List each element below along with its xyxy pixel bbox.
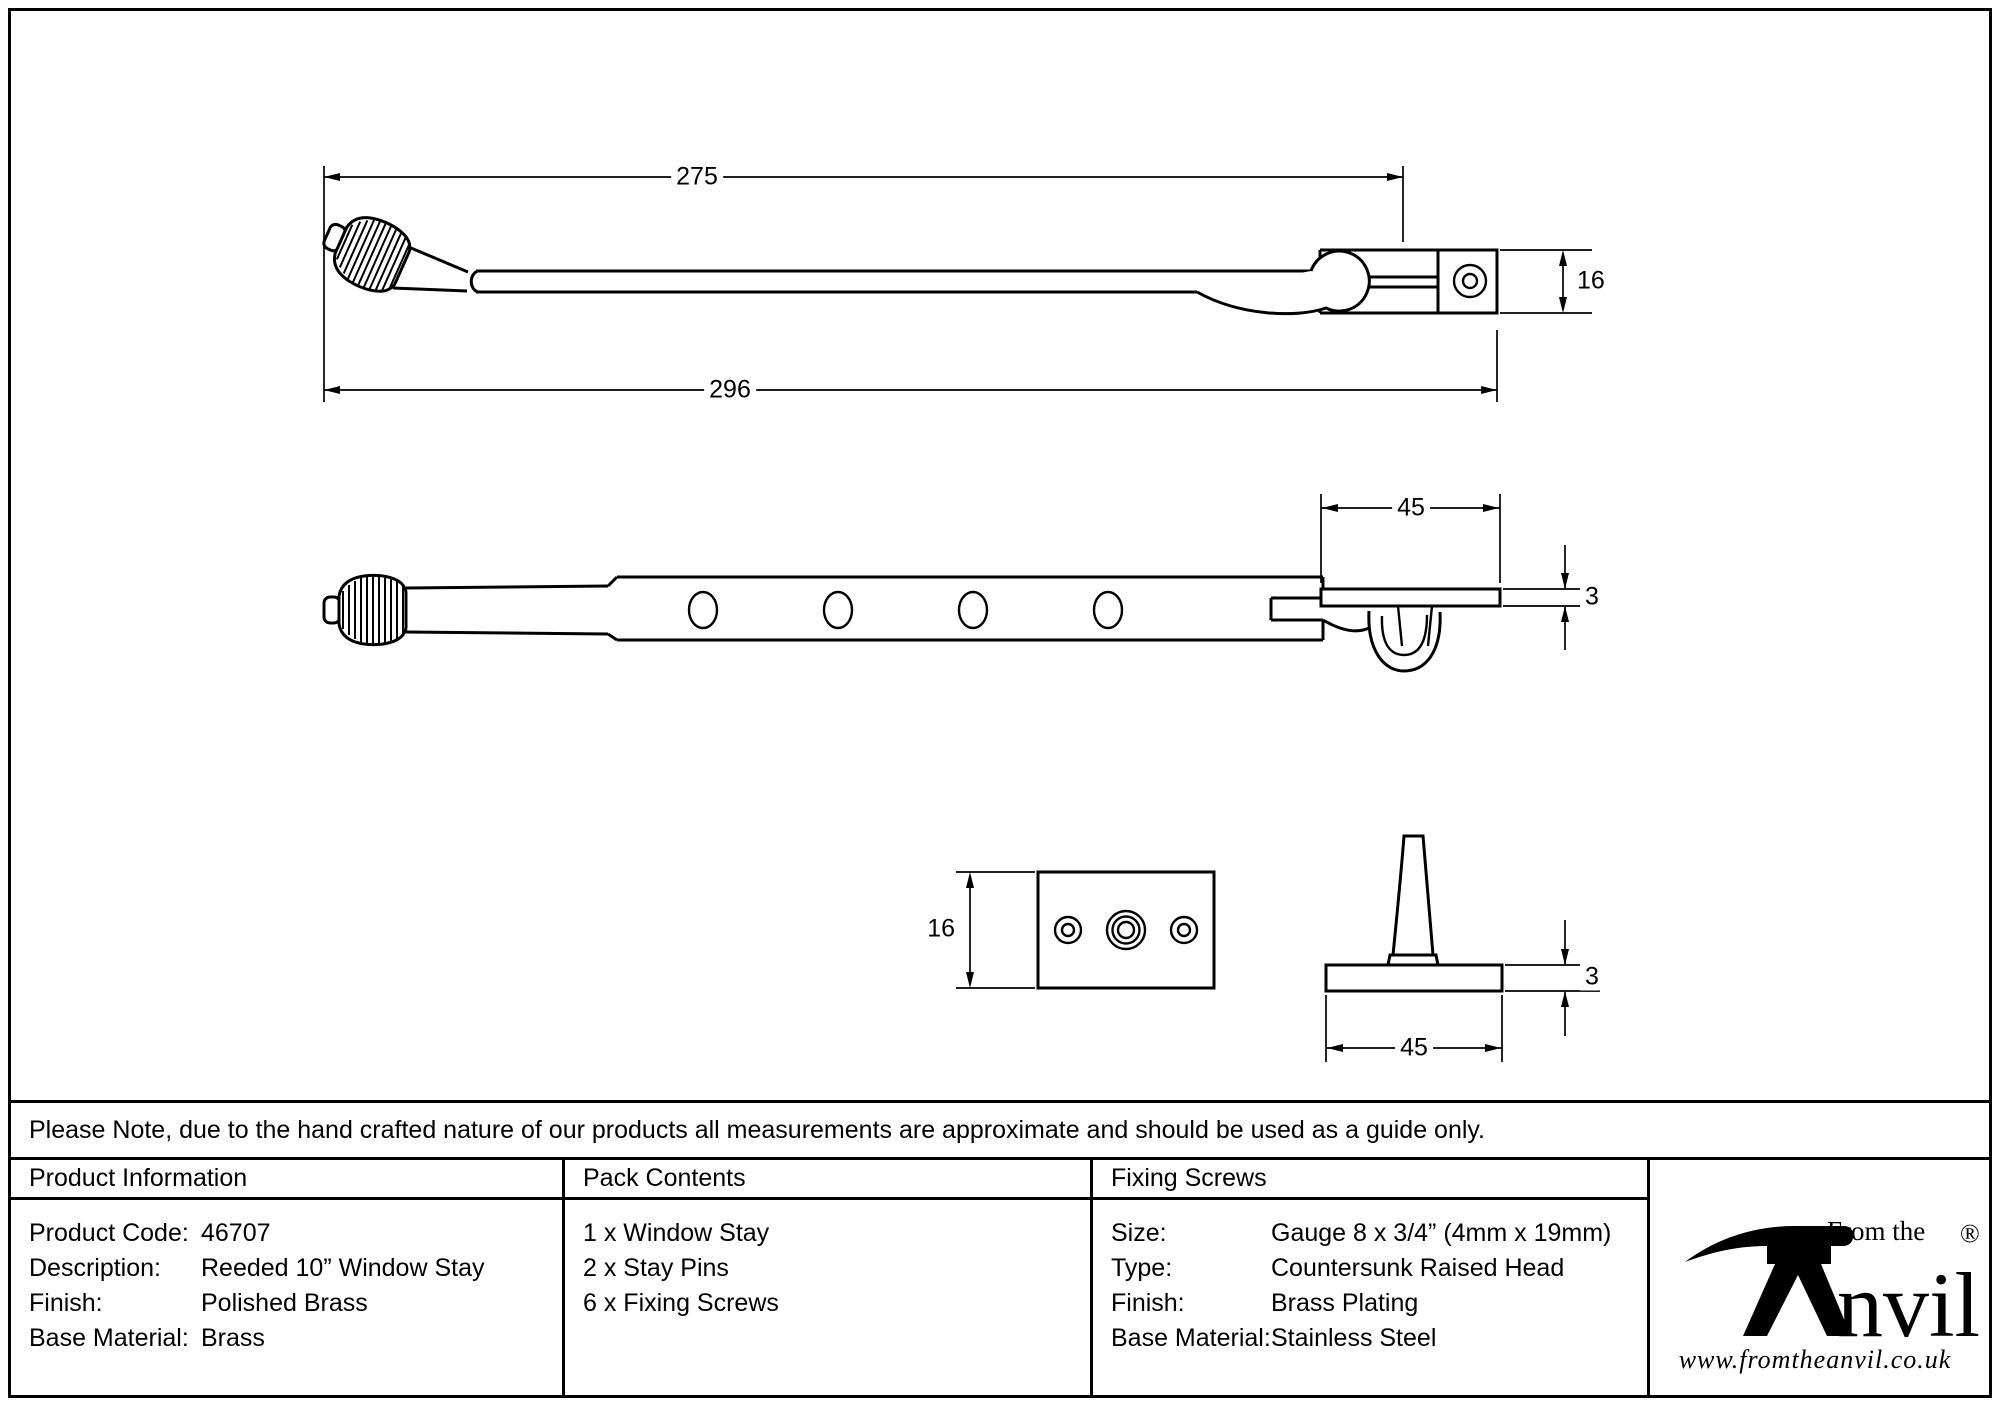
side-view bbox=[313, 166, 1592, 402]
note-text: Please Note, due to the hand crafted nature of our products all measurements are approximate and should be used as a guide only. bbox=[29, 1115, 1486, 1144]
registered-trademark-icon: ® bbox=[1959, 1218, 1980, 1248]
plate-chamfer bbox=[608, 577, 617, 640]
row-label: Base Material: bbox=[29, 1324, 189, 1352]
dim-45-keeper-label: 45 bbox=[1392, 495, 1430, 522]
stay-hole-1 bbox=[689, 592, 717, 628]
flat-bar-outline bbox=[617, 577, 1323, 640]
row-label: Base Material: bbox=[1111, 1324, 1271, 1352]
pack-contents-column bbox=[565, 1160, 1093, 1395]
stay-hole-2 bbox=[824, 592, 852, 628]
table-row bbox=[29, 1216, 562, 1251]
table-row bbox=[1111, 1251, 1647, 1286]
dim-296-label: 296 bbox=[704, 377, 756, 404]
bar-end-notch bbox=[1271, 598, 1323, 620]
row-value: Polished Brass bbox=[201, 1289, 368, 1317]
hook-connector bbox=[1323, 620, 1369, 631]
row-value: 46707 bbox=[201, 1219, 271, 1247]
row-value: Brass Plating bbox=[1271, 1289, 1419, 1317]
pack-contents-header: Pack Contents bbox=[565, 1160, 1090, 1200]
table-row bbox=[29, 1286, 562, 1321]
fixing-screws-column bbox=[1093, 1160, 1650, 1395]
from-the-anvil-logo bbox=[1655, 1168, 1985, 1388]
fixing-screws-header: Fixing Screws bbox=[1093, 1160, 1647, 1200]
brand-column bbox=[1650, 1160, 1989, 1395]
table-row bbox=[29, 1251, 562, 1286]
keeper-plate-profile bbox=[1321, 589, 1500, 606]
hook-inner bbox=[1382, 615, 1427, 655]
pack-item: 6 x Fixing Screws bbox=[583, 1289, 779, 1317]
product-information-column bbox=[11, 1160, 565, 1395]
stay-hole-4 bbox=[1094, 592, 1122, 628]
logo-website: www.fromtheanvil.co.uk bbox=[1678, 1344, 1951, 1374]
dim-16-plate-label: 16 bbox=[922, 916, 960, 943]
reeded-handle-side bbox=[313, 203, 416, 300]
dim-16-side-label: 16 bbox=[1572, 268, 1610, 295]
pin-base-plate bbox=[1326, 965, 1502, 991]
dim-275-label: 275 bbox=[671, 164, 723, 191]
stay-pin-side-view bbox=[1326, 836, 1600, 1062]
product-info-table bbox=[8, 1157, 1992, 1398]
pin-cone bbox=[1393, 836, 1433, 955]
bar-end-cap bbox=[471, 271, 478, 292]
product-information-header: Product Information bbox=[11, 1160, 562, 1200]
table-row bbox=[1111, 1321, 1647, 1356]
row-value: Reeded 10” Window Stay bbox=[201, 1254, 485, 1282]
table-row bbox=[29, 1321, 562, 1356]
pack-item: 1 x Window Stay bbox=[583, 1219, 770, 1247]
row-label: Finish: bbox=[1111, 1289, 1185, 1317]
row-label: Product Code: bbox=[29, 1219, 189, 1247]
end-cap bbox=[1438, 250, 1497, 313]
row-value: Gauge 8 x 3/4” (4mm x 19mm) bbox=[1271, 1219, 1612, 1247]
table-row bbox=[1111, 1286, 1647, 1321]
row-label: Type: bbox=[1111, 1254, 1173, 1282]
row-label: Finish: bbox=[29, 1289, 103, 1317]
row-value: Stainless Steel bbox=[1271, 1324, 1437, 1352]
dim-45-pin-label: 45 bbox=[1395, 1035, 1433, 1062]
keeper-plate-front-view bbox=[956, 872, 1214, 988]
row-value: Brass bbox=[201, 1324, 265, 1352]
table-row bbox=[1111, 1216, 1647, 1251]
stay-hole-3 bbox=[959, 592, 987, 628]
handle-neck-top bbox=[406, 586, 608, 634]
reeded-handle-top bbox=[324, 575, 406, 644]
dim-3-keeper-label: 3 bbox=[1580, 584, 1604, 611]
dim-3-pin-label: 3 bbox=[1580, 964, 1604, 991]
measurement-note bbox=[8, 1100, 1992, 1160]
row-value: Countersunk Raised Head bbox=[1271, 1254, 1565, 1282]
row-label: Description: bbox=[29, 1254, 161, 1282]
logo-tagline: From the bbox=[1826, 1215, 1925, 1246]
keeper-plate-face bbox=[1038, 872, 1214, 988]
pack-item: 2 x Stay Pins bbox=[583, 1254, 729, 1282]
logo-name-rest: nvil bbox=[1836, 1253, 1980, 1356]
extension-lines-16-plate bbox=[956, 872, 1035, 988]
row-label: Size: bbox=[1111, 1219, 1167, 1247]
